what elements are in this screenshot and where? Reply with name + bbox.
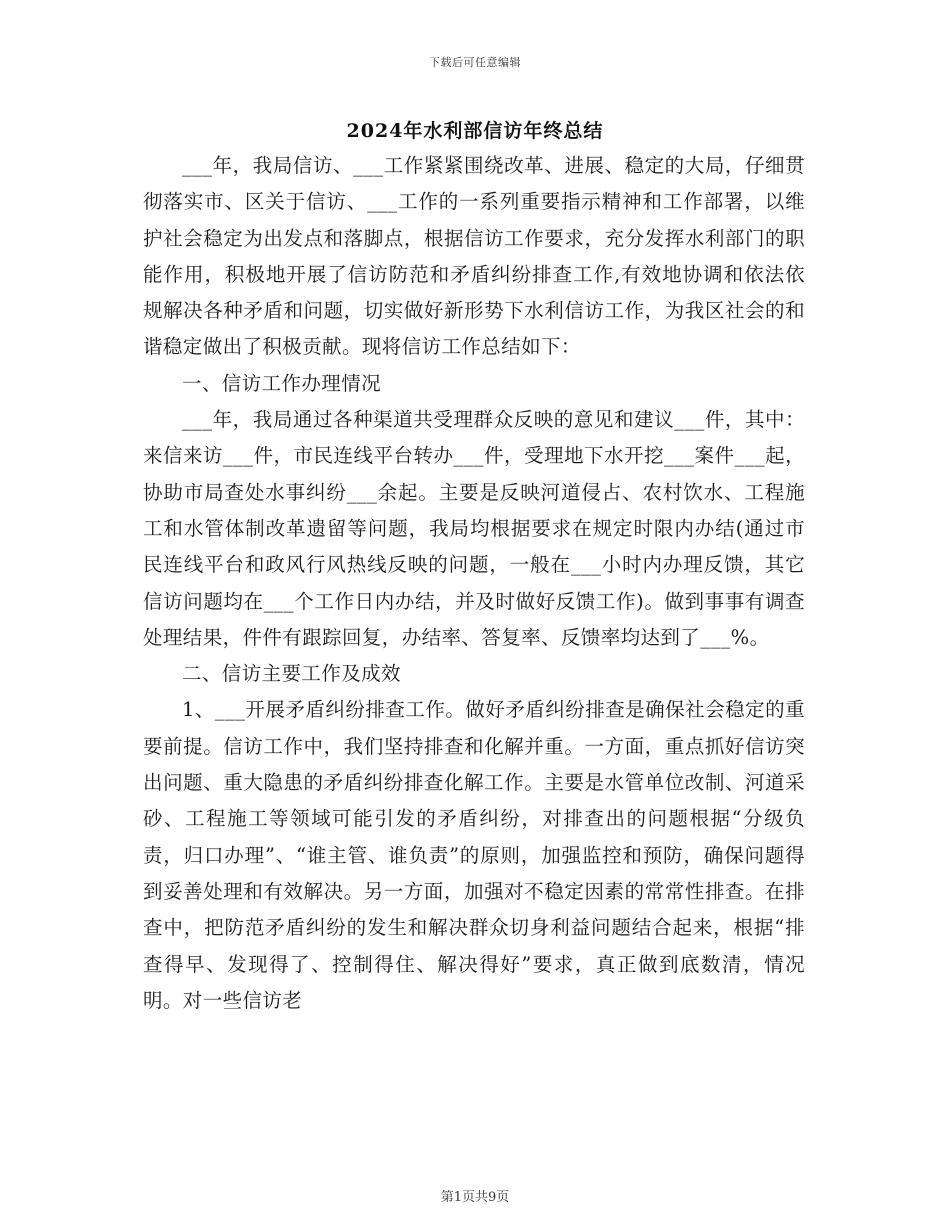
- section-heading-1: 一、信访工作办理情况: [182, 371, 382, 395]
- section-2-item-1-paragraph: 1、___开展矛盾纠纷排查工作。做好矛盾纠纷排查是确保社会稳定的重要前提。信访工作中，我们坚持排查和化解并重。一方面，重点抓好信访突出问题、重大隐患的矛盾纠纷排查化解工作。主要是水管单位改制、河道采砂、工程施工等领域可能引发的矛盾纠纷，对排查出的问题根据“分级负责，归口办理”、“谁主管、谁负责”的原则，加强监控和预防，确保问题得到妥善处理和有效解决。另一方面，加强对不稳定因素的常常性排查。在排查中，把防范矛盾纠纷的发生和解决群众切身利益问题结合起来，根据“排查得早、发现得了、控制得住、解决得好”要求，真正做到底数清，情况明。对一些信访老: [143, 698, 805, 1012]
- document-body: [143, 148, 805, 1019]
- document-title: 2024年水利部信访年终总结: [346, 120, 604, 142]
- page-header-note: 下载后可任意编辑: [429, 56, 521, 69]
- section-1-paragraph: ___年，我局通过各种渠道共受理群众反映的意见和建议___件，其中：来信来访___件，市民连线平台转办___件，受理地下水开挖___案件___起，协助市局查处水事纠纷___余起。主要是反映河道侵占、农村饮水、工程施工和水管体制改革遗留等问题，我局均根据要求在规定时限内办结(通过市民连线平台和政风行风热线反映的问题，一般在___小时内办理反馈，其它信访问题均在___个工作日内办结，并及时做好反馈工作)。做到事事有调查处理结果，件件有跟踪回复，办结率、答复率、反馈率均达到了___%。: [143, 408, 805, 649]
- intro-paragraph: ___年，我局信访、___工作紧紧围绕改革、进展、稳定的大局，仔细贯彻落实市、区关于信访、___工作的一系列重要指示精神和工作部署，以维护社会稳定为出发点和落脚点，根据信访工作要求，充分发挥水利部门的职能作用，积极地开展了信访防范和矛盾纠纷排查工作,有效地协调和依法依规解决各种矛盾和问题，切实做好新形势下水利信访工作，为我区社会的和谐稳定做出了积极贡献。现将信访工作总结如下：: [143, 154, 805, 359]
- section-heading-2: 二、信访主要工作及成效: [182, 662, 401, 686]
- page-number-footer: 第1页共9页: [440, 1190, 510, 1205]
